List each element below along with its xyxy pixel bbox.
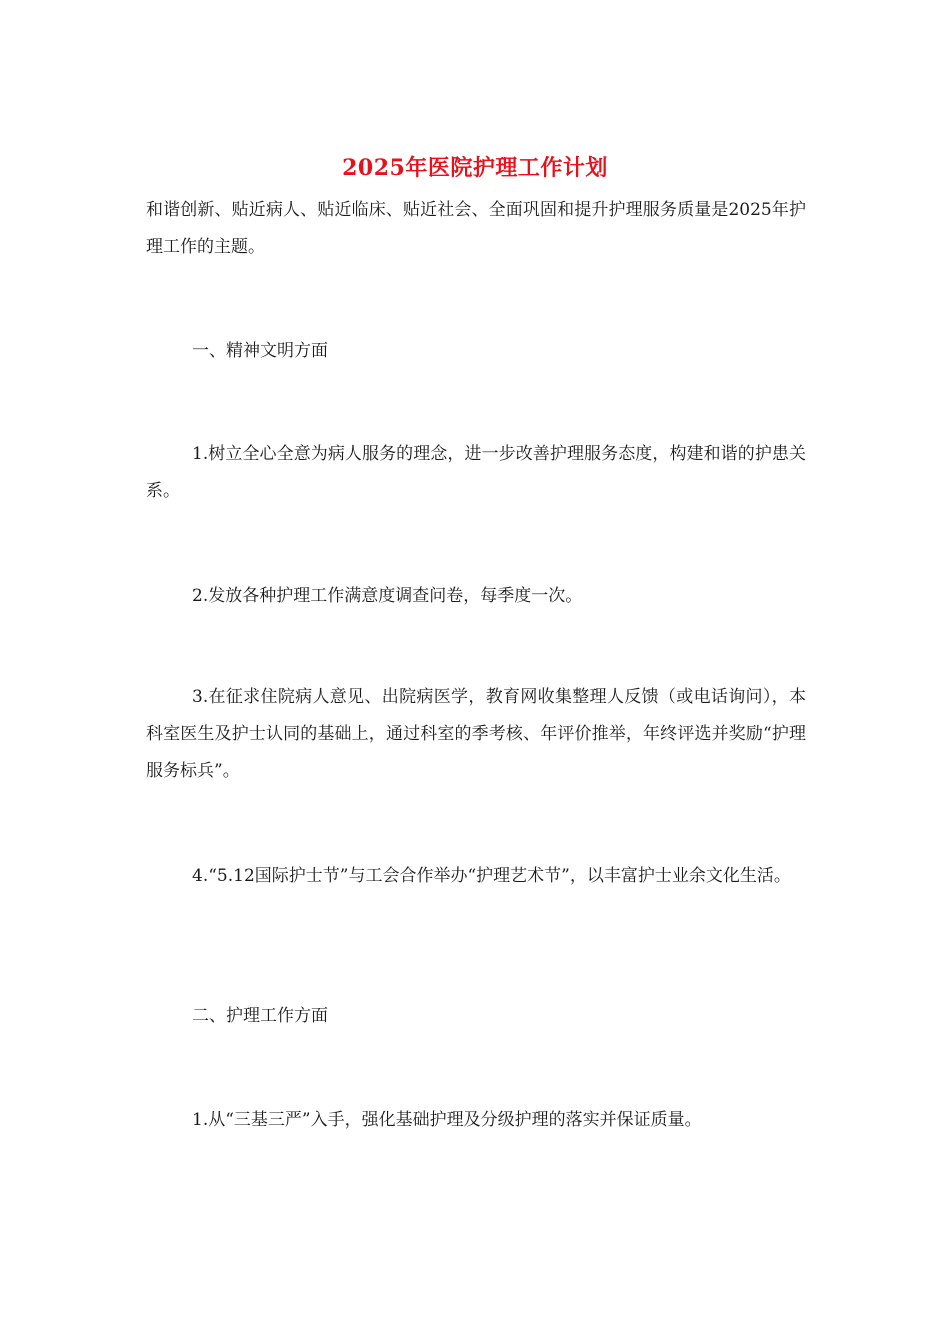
section-heading-nursing-work: 二、护理工作方面 <box>192 1006 328 1026</box>
section1-item-3: 3.在征求住院病人意见、出院病医学，教育网收集整理人反馈（或电话询问），本科室医生及护士认同的基础上，通过科室的季考核、年评价推举，年终评选并奖励“护理服务标兵”。 <box>146 687 806 781</box>
section1-item-1: 1.树立全心全意为病人服务的理念，进一步改善护理服务态度，构建和谐的护患关系。 <box>146 444 806 501</box>
section1-item-4: 4.“5.12国际护士节”与工会合作举办“护理艺术节”，以丰富护士业余文化生活。 <box>192 866 791 886</box>
section1-item-2: 2.发放各种护理工作满意度调查问卷，每季度一次。 <box>192 586 583 606</box>
document-title: 2025年医院护理工作计划 <box>342 155 608 181</box>
section-heading-spiritual-civilization: 一、精神文明方面 <box>192 341 328 361</box>
section2-item-1: 1.从“三基三严”入手，强化基础护理及分级护理的落实并保证质量。 <box>192 1110 702 1130</box>
intro-paragraph: 和谐创新、贴近病人、贴近临床、贴近社会、全面巩固和提升护理服务质量是2025年护理工作的主题。 <box>146 200 806 257</box>
